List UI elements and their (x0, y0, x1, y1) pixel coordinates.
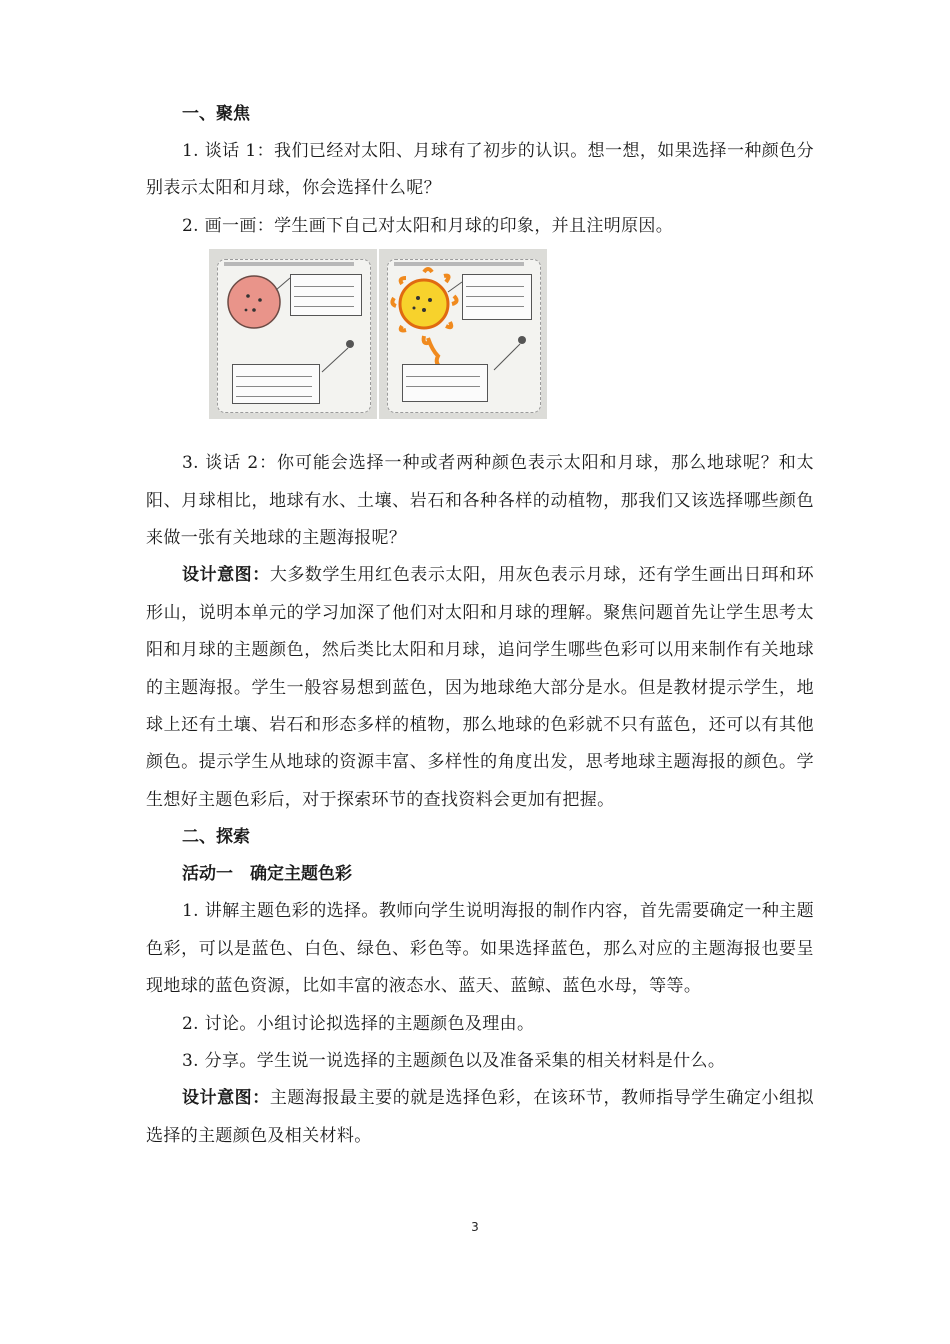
page-number: 3 (471, 1220, 479, 1234)
paragraph-talk-1: 1. 谈话 1：我们已经对太阳、月球有了初步的认识。想一想，如果选择一种颜色分别表示太阳和月球，你会选择什么呢？ (146, 141, 814, 199)
paragraph-design-intent-1 (146, 557, 814, 819)
section-heading-explore: 二、探索 (182, 827, 250, 848)
document-body (146, 96, 814, 1155)
design-intent-text: 主题海报最主要的就是选择色彩，在该环节，教师指导学生确定小组拟选择的主题颜色及相关材料。 (146, 1088, 814, 1146)
design-intent-label: 设计意图： (182, 1088, 270, 1109)
paragraph-share: 3. 分享。学生说一说选择的主题颜色以及准备采集的相关材料是什么。 (182, 1050, 726, 1071)
student-drawing-photo-yellow-sun (379, 249, 547, 419)
paragraph-draw: 2. 画一画：学生画下自己对太阳和月球的印象，并且注明原因。 (182, 215, 674, 236)
activity-heading: 活动一 确定主题色彩 (182, 864, 352, 885)
paragraph-talk-2: 3. 谈话 2：你可能会选择一种或者两种颜色表示太阳和月球，那么地球呢？和太阳、月球相比，地球有水、土壤、岩石和各种各样的动植物，那我们又该选择哪些颜色来做一张有关地球的主题海报呢？ (146, 453, 814, 549)
section-heading-focus: 一、聚焦 (182, 104, 250, 124)
design-intent-label: 设计意图： (182, 565, 270, 586)
paragraph-design-intent-2 (146, 1080, 814, 1155)
paragraph-discuss: 2. 讨论。小组讨论拟选择的主题颜色及理由。 (182, 1013, 535, 1034)
student-drawings-figure (146, 245, 814, 445)
design-intent-text: 大多数学生用红色表示太阳，用灰色表示月球，还有学生画出日珥和环形山，说明本单元的学习加深了他们对太阳和月球的理解。聚焦问题首先让学生思考太阳和月球的主题颜色，然后类比太阳和月球，追问学生哪些色彩可以用来制作有关地球的主题海报。学生一般容易想到蓝色，因为地球绝大部分是水。但是教材提示学生，地球上还有土壤、岩石和形态多样的植物，那么地球的色彩就不只有蓝色，还可以有其他颜色。提示学生从地球的资源丰富、多样性的角度出发，思考地球主题海报的颜色。学生想好主题色彩后，对于探索环节的查找资料会更加有把握。 (146, 565, 814, 810)
student-drawing-photo-red-sun (209, 249, 377, 419)
paragraph-explain-color: 1. 讲解主题色彩的选择。教师向学生说明海报的制作内容，首先需要确定一种主题色彩，可以是蓝色、白色、绿色、彩色等。如果选择蓝色，那么对应的主题海报也要呈现地球的蓝色资源，比如丰富的液态水、蓝天、蓝鲸、蓝色水母，等等。 (146, 901, 814, 997)
